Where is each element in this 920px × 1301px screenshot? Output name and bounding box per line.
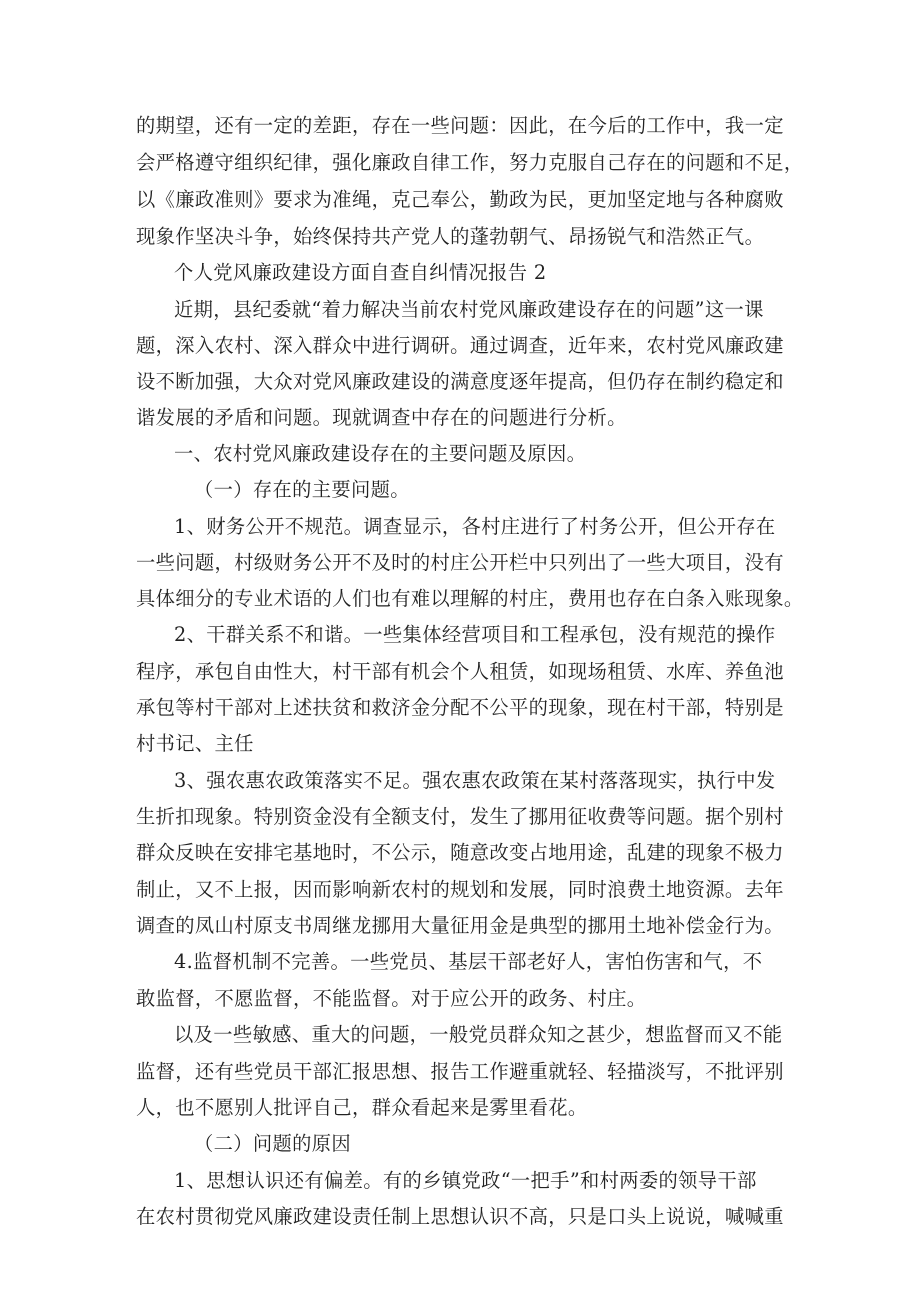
section-title: 个人党风廉政建设方面自查自纠情况报告 2 [174, 261, 547, 284]
paragraph-line: 会严格遵守组织纪律，强化廉政自律工作，努力克服自己存在的问题和不足， [136, 151, 804, 174]
paragraph-line: 设不断加强，大众对党风廉政建设的满意度逐年提高，但仍存在制约稳定和 [136, 370, 784, 393]
paragraph-line: 3、强农惠农政策落实不足。强农惠农政策在某村落落现实，执行中发 [174, 769, 776, 792]
paragraph-line: 以《廉政准则》要求为准绳，克己奉公，勤政为民，更加坚定地与各种腐败 [136, 188, 784, 211]
paragraph-line: 谐发展的矛盾和问题。现就调查中存在的问题进行分析。 [136, 406, 627, 429]
paragraph-line: 在农村贯彻党风廉政建设责任制上思想认识不高，只是口头上说说，喊喊重 [136, 1205, 784, 1228]
heading-level-2: （二）问题的原因 [194, 1132, 352, 1155]
paragraph-line: 题，深入农村、深入群众中进行调研。通过调查，近年来，农村党风廉政建 [136, 334, 784, 357]
paragraph-line: 的期望，还有一定的差距，存在一些问题：因此，在今后的工作中，我一定 [136, 114, 784, 137]
paragraph-line: 承包等村干部对上述扶贫和救济金分配不公平的现象，现在村干部，特别是 [136, 696, 784, 719]
paragraph-line: 2、干群关系不和谐。一些集体经营项目和工程承包，没有规范的操作 [174, 623, 776, 646]
paragraph-line: 1、财务公开不规范。调查显示，各村庄进行了村务公开，但公开存在 [174, 515, 776, 538]
paragraph-line: 近期，县纪委就“着力解决当前农村党风廉政建设存在的问题”这一课 [174, 298, 764, 321]
paragraph-line: 敢监督，不愿监督，不能监督。对于应公开的政务、村庄。 [136, 987, 647, 1010]
paragraph-line: 具体细分的专业术语的人们也有难以理解的村庄，费用也存在白条入账现象。 [136, 587, 804, 610]
paragraph-line: 群众反映在安排宅基地时，不公示，随意改变占地用途，乱建的现象不极力 [136, 841, 784, 864]
paragraph-line: 现象作坚决斗争，始终保持共产党人的蓬勃朝气、昂扬锐气和浩然正气。 [136, 225, 765, 248]
paragraph-line: 制止，又不上报，因而影响新农村的规划和发展，同时浪费土地资源。去年 [136, 878, 784, 901]
paragraph-line: 监督，还有些党员干部汇报思想、报告工作避重就轻、轻描淡写，不批评别 [136, 1060, 784, 1083]
paragraph-line: 人，也不愿别人批评自己，群众看起来是雾里看花。 [136, 1096, 588, 1119]
paragraph-line: 调查的凤山村原支书周继龙挪用大量征用金是典型的挪用土地补偿金行为。 [136, 914, 784, 937]
paragraph-line: 以及一些敏感、重大的问题，一般党员群众知之甚少，想监督而又不能 [174, 1023, 783, 1046]
paragraph-line: 一些问题，村级财务公开不及时的村庄公开栏中只列出了一些大项目，没有 [136, 551, 784, 574]
paragraph-line: 程序，承包自由性大，村干部有机会个人租赁，如现场租赁、水库、养鱼池 [136, 660, 784, 683]
heading-level-1: 一、农村党风廉政建设存在的主要问题及原因。 [174, 442, 587, 465]
paragraph-line: 1、思想认识还有偏差。有的乡镇党政“一把手”和村两委的领导干部 [174, 1169, 757, 1192]
paragraph-line: 生折扣现象。特别资金没有全额支付，发生了挪用征收费等问题。据个别村 [136, 805, 784, 828]
paragraph-line: 村书记、主任 [136, 732, 254, 755]
heading-level-2: （一）存在的主要问题。 [194, 478, 410, 501]
paragraph-line: 4.监督机制不完善。一些党员、基层干部老好人，害怕伤害和气，不 [174, 950, 763, 973]
